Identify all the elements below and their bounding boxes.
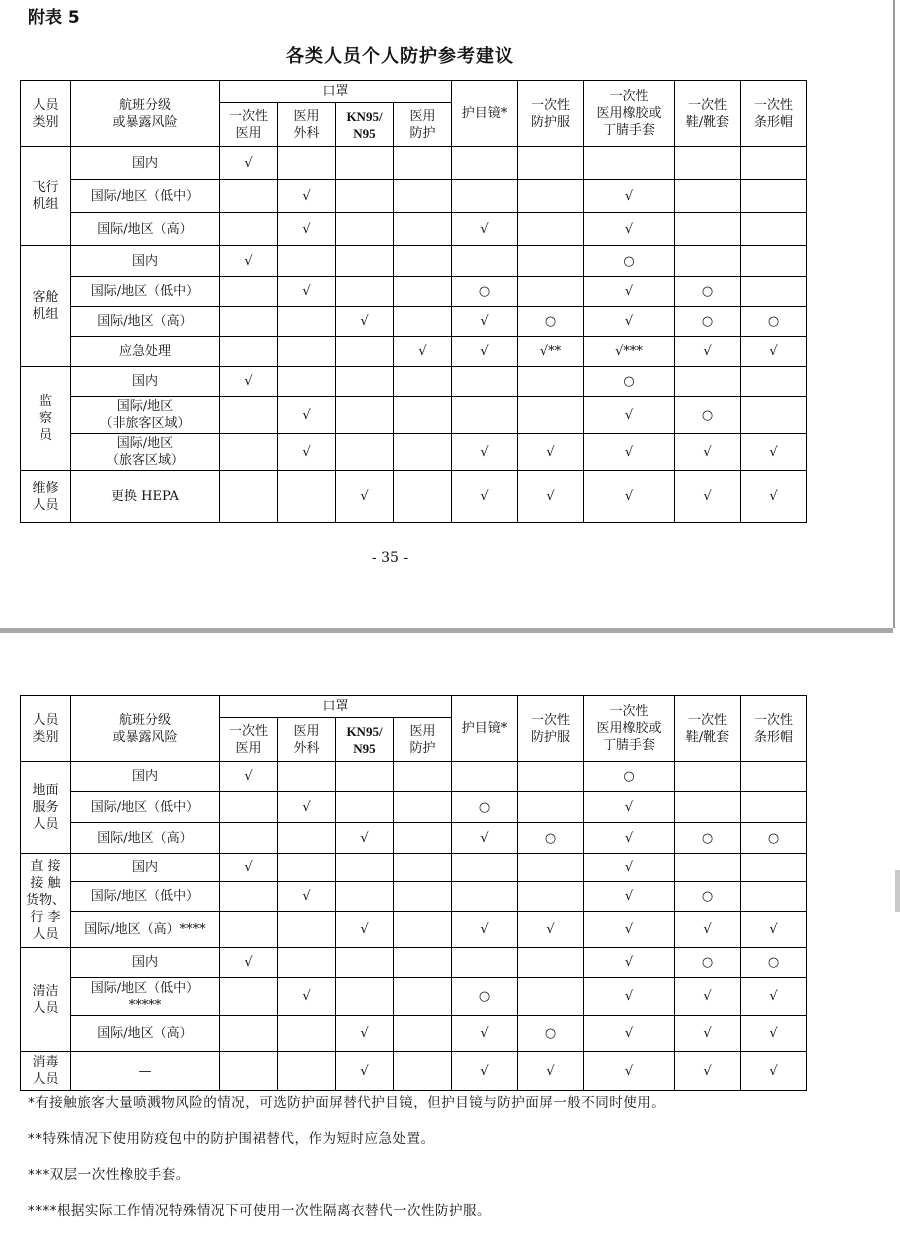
risk-level-cell: —	[71, 1052, 220, 1091]
mark-cell: √	[584, 948, 675, 978]
footnote: ****根据实际工作情况特殊情况下可使用一次性隔离衣替代一次性防护服。	[28, 1203, 491, 1219]
header-suit: 一次性 防护服	[518, 81, 584, 147]
mark-cell	[394, 367, 452, 397]
mark-cell: √	[675, 434, 741, 471]
mark-cell: √	[394, 337, 452, 367]
header-cap: 一次性 条形帽	[741, 696, 807, 762]
mark-cell	[394, 1052, 452, 1091]
mark-cell: √	[584, 397, 675, 434]
page-number: - 35 -	[371, 550, 409, 566]
mark-cell: √	[452, 434, 518, 471]
mark-cell: √	[741, 1016, 807, 1052]
category-cell: 飞行 机组	[21, 147, 71, 246]
risk-level-cell: 国内	[71, 147, 220, 180]
mark-cell	[518, 147, 584, 180]
mark-cell: √	[675, 1052, 741, 1091]
header-shoe-covers: 一次性 鞋/靴套	[675, 696, 741, 762]
mark-cell	[394, 854, 452, 882]
mark-cell: ○	[518, 823, 584, 854]
table-row	[21, 367, 807, 397]
header-mask: 口罩	[220, 696, 452, 718]
mark-cell: √	[452, 823, 518, 854]
mark-cell	[675, 180, 741, 213]
mark-cell: ○	[741, 948, 807, 978]
table-row	[21, 277, 807, 307]
table-row	[21, 792, 807, 823]
mark-cell	[452, 882, 518, 912]
mark-cell	[518, 397, 584, 434]
mark-cell: √	[741, 1052, 807, 1091]
mark-cell: ○	[675, 823, 741, 854]
mark-cell	[394, 180, 452, 213]
mark-cell	[394, 948, 452, 978]
mark-cell	[336, 246, 394, 277]
mark-cell: √	[584, 180, 675, 213]
mark-cell	[452, 147, 518, 180]
mark-cell	[394, 792, 452, 823]
mark-cell: √	[584, 1016, 675, 1052]
risk-level-cell: 更换 HEPA	[71, 471, 220, 523]
mark-cell	[518, 882, 584, 912]
mark-cell	[336, 397, 394, 434]
header-mask-disposable: 一次性 医用	[220, 103, 278, 147]
table-row	[21, 180, 807, 213]
mark-cell: ○	[518, 307, 584, 337]
mark-cell: ○	[584, 246, 675, 277]
mark-cell: √	[336, 1052, 394, 1091]
mark-cell	[394, 277, 452, 307]
mark-cell: √	[741, 978, 807, 1016]
mark-cell: ○	[675, 948, 741, 978]
mark-cell	[675, 147, 741, 180]
mark-cell	[741, 882, 807, 912]
mark-cell	[518, 792, 584, 823]
table-row	[21, 762, 807, 792]
mark-cell	[220, 1016, 278, 1052]
mark-cell: √	[278, 792, 336, 823]
mark-cell: ○	[675, 277, 741, 307]
mark-cell	[220, 307, 278, 337]
header-gloves: 一次性 医用橡胶或 丁腈手套	[584, 696, 675, 762]
header-mask-protective: 医用 防护	[394, 103, 452, 147]
mark-cell: √	[452, 213, 518, 246]
mark-cell	[336, 762, 394, 792]
table-row	[21, 823, 807, 854]
mark-cell	[394, 246, 452, 277]
mark-cell	[394, 1016, 452, 1052]
mark-cell	[220, 978, 278, 1016]
mark-cell: √	[336, 1016, 394, 1052]
mark-cell	[278, 948, 336, 978]
mark-cell	[336, 948, 394, 978]
mark-cell	[220, 397, 278, 434]
table-row	[21, 1016, 807, 1052]
mark-cell: √	[741, 471, 807, 523]
mark-cell	[220, 434, 278, 471]
mark-cell: √	[584, 882, 675, 912]
mark-cell	[452, 762, 518, 792]
mark-cell: √	[452, 471, 518, 523]
mark-cell	[394, 213, 452, 246]
mark-cell: ○	[675, 397, 741, 434]
mark-cell	[220, 823, 278, 854]
mark-cell	[518, 180, 584, 213]
mark-cell	[336, 978, 394, 1016]
mark-cell	[220, 277, 278, 307]
mark-cell: √	[278, 434, 336, 471]
header-cap: 一次性 条形帽	[741, 81, 807, 147]
appendix-label: 附表 5	[28, 8, 80, 28]
risk-level-cell: 国际/地区（低中）	[71, 882, 220, 912]
mark-cell: √	[584, 213, 675, 246]
mark-cell: √	[518, 1052, 584, 1091]
mark-cell	[741, 762, 807, 792]
mark-cell	[278, 1016, 336, 1052]
mark-cell	[518, 978, 584, 1016]
mark-cell	[518, 277, 584, 307]
mark-cell: √	[584, 912, 675, 948]
mark-cell	[741, 792, 807, 823]
mark-cell: √	[452, 912, 518, 948]
header-shoe-covers: 一次性 鞋/靴套	[675, 81, 741, 147]
footnote: ***双层一次性橡胶手套。	[28, 1167, 190, 1183]
mark-cell: √	[336, 471, 394, 523]
mark-cell	[518, 854, 584, 882]
mark-cell: √	[584, 854, 675, 882]
mark-cell: √	[584, 792, 675, 823]
mark-cell	[518, 246, 584, 277]
table-row	[21, 854, 807, 882]
table-row	[21, 912, 807, 948]
mark-cell: √	[584, 1052, 675, 1091]
mark-cell	[394, 762, 452, 792]
mark-cell: √	[518, 434, 584, 471]
table-row	[21, 147, 807, 180]
mark-cell	[278, 912, 336, 948]
mark-cell	[741, 854, 807, 882]
risk-level-cell: 国际/地区 （旅客区域）	[71, 434, 220, 471]
mark-cell	[220, 882, 278, 912]
mark-cell	[278, 307, 336, 337]
mark-cell	[394, 882, 452, 912]
header-goggles: 护目镜*	[452, 696, 518, 762]
mark-cell	[220, 471, 278, 523]
mark-cell: √	[278, 978, 336, 1016]
mark-cell: √	[675, 337, 741, 367]
header-mask-kn95: KN95/ N95	[336, 103, 394, 147]
mark-cell: √	[278, 213, 336, 246]
mark-cell	[741, 246, 807, 277]
mark-cell: √	[220, 246, 278, 277]
mark-cell: ○	[452, 277, 518, 307]
mark-cell: √	[741, 337, 807, 367]
mark-cell: ○	[452, 792, 518, 823]
mark-cell	[394, 397, 452, 434]
mark-cell: √	[518, 912, 584, 948]
mark-cell: √	[675, 912, 741, 948]
table-row	[21, 471, 807, 523]
mark-cell: √	[584, 978, 675, 1016]
risk-level-cell: 国内	[71, 948, 220, 978]
mark-cell: √***	[584, 337, 675, 367]
mark-cell	[278, 147, 336, 180]
table-row	[21, 978, 807, 1016]
mark-cell	[675, 213, 741, 246]
mark-cell	[336, 147, 394, 180]
risk-level-cell: 国际/地区（高）	[71, 823, 220, 854]
scrollbar-thumb[interactable]	[895, 870, 900, 912]
mark-cell: √	[741, 434, 807, 471]
mark-cell: √	[741, 912, 807, 948]
mark-cell	[394, 471, 452, 523]
mark-cell: ○	[741, 823, 807, 854]
table-row	[21, 434, 807, 471]
header-suit: 一次性 防护服	[518, 696, 584, 762]
mark-cell	[278, 246, 336, 277]
risk-level-cell: 国际/地区（低中） *****	[71, 978, 220, 1016]
mark-cell: √	[675, 1016, 741, 1052]
mark-cell	[675, 792, 741, 823]
risk-level-cell: 国际/地区（低中）	[71, 792, 220, 823]
mark-cell	[394, 307, 452, 337]
mark-cell	[584, 147, 675, 180]
risk-level-cell: 国际/地区（低中）	[71, 277, 220, 307]
header-risk: 航班分级 或暴露风险	[71, 696, 220, 762]
mark-cell: √	[278, 277, 336, 307]
footnotes	[28, 1094, 878, 1238]
mark-cell	[278, 762, 336, 792]
mark-cell	[394, 147, 452, 180]
risk-level-cell: 国际/地区（高）	[71, 307, 220, 337]
page-edge	[893, 0, 895, 628]
mark-cell	[741, 180, 807, 213]
mark-cell	[518, 213, 584, 246]
mark-cell	[741, 367, 807, 397]
footnote: *有接触旅客大量喷溅物风险的情况，可选防护面屏替代护目镜，但护目镜与防护面屏一般不同时使用。	[28, 1095, 666, 1111]
category-cell: 地面 服务 人员	[21, 762, 71, 854]
mark-cell	[336, 337, 394, 367]
risk-level-cell: 应急处理	[71, 337, 220, 367]
mark-cell	[741, 397, 807, 434]
mark-cell: ○	[675, 882, 741, 912]
table-row	[21, 948, 807, 978]
mark-cell: √	[220, 762, 278, 792]
header-mask-kn95: KN95/ N95	[336, 718, 394, 762]
mark-cell: √	[220, 367, 278, 397]
mark-cell: √	[278, 882, 336, 912]
risk-level-cell: 国内	[71, 854, 220, 882]
mark-cell	[452, 246, 518, 277]
mark-cell	[394, 434, 452, 471]
mark-cell	[518, 948, 584, 978]
header-mask-surgical: 医用 外科	[278, 103, 336, 147]
mark-cell: √	[518, 471, 584, 523]
mark-cell: ○	[518, 1016, 584, 1052]
mark-cell	[452, 180, 518, 213]
mark-cell: ○	[584, 762, 675, 792]
mark-cell	[452, 948, 518, 978]
header-category: 人员 类别	[21, 696, 71, 762]
risk-level-cell: 国内	[71, 246, 220, 277]
mark-cell	[675, 762, 741, 792]
mark-cell	[336, 792, 394, 823]
mark-cell: √	[220, 948, 278, 978]
mark-cell: √	[278, 180, 336, 213]
header-mask: 口罩	[220, 81, 452, 103]
mark-cell: √	[584, 307, 675, 337]
table-row	[21, 397, 807, 434]
document-title: 各类人员个人防护参考建议	[286, 46, 514, 67]
risk-level-cell: 国际/地区（高）	[71, 213, 220, 246]
mark-cell	[741, 213, 807, 246]
header-category: 人员 类别	[21, 81, 71, 147]
mark-cell: ○	[741, 307, 807, 337]
mark-cell	[278, 1052, 336, 1091]
mark-cell: √	[220, 854, 278, 882]
category-cell: 维修 人员	[21, 471, 71, 523]
mark-cell	[394, 912, 452, 948]
header-mask-disposable: 一次性 医用	[220, 718, 278, 762]
protection-table-page1	[20, 80, 807, 523]
header-mask-surgical: 医用 外科	[278, 718, 336, 762]
mark-cell: √	[675, 978, 741, 1016]
mark-cell	[220, 180, 278, 213]
mark-cell: ○	[584, 367, 675, 397]
mark-cell: √	[452, 307, 518, 337]
table-row	[21, 1052, 807, 1091]
mark-cell	[394, 978, 452, 1016]
mark-cell	[220, 912, 278, 948]
mark-cell	[336, 434, 394, 471]
mark-cell: ○	[452, 978, 518, 1016]
mark-cell	[278, 471, 336, 523]
mark-cell	[741, 277, 807, 307]
mark-cell	[336, 882, 394, 912]
risk-level-cell: 国际/地区 （非旅客区域）	[71, 397, 220, 434]
mark-cell	[336, 367, 394, 397]
mark-cell	[675, 367, 741, 397]
mark-cell	[220, 337, 278, 367]
mark-cell: √	[220, 147, 278, 180]
mark-cell	[452, 397, 518, 434]
mark-cell: √	[278, 397, 336, 434]
mark-cell: ○	[675, 307, 741, 337]
mark-cell: √	[675, 471, 741, 523]
header-risk: 航班分级 或暴露风险	[71, 81, 220, 147]
mark-cell: √	[584, 823, 675, 854]
header-goggles: 护目镜*	[452, 81, 518, 147]
mark-cell: √	[584, 277, 675, 307]
mark-cell: √	[336, 823, 394, 854]
page-separator	[0, 628, 893, 633]
risk-level-cell: 国际/地区（低中）	[71, 180, 220, 213]
risk-level-cell: 国内	[71, 367, 220, 397]
table-row	[21, 307, 807, 337]
header-mask-protective: 医用 防护	[394, 718, 452, 762]
mark-cell: √	[584, 434, 675, 471]
mark-cell	[741, 147, 807, 180]
mark-cell	[336, 277, 394, 307]
table-row	[21, 882, 807, 912]
mark-cell	[278, 337, 336, 367]
category-cell: 客舱 机组	[21, 246, 71, 367]
mark-cell	[278, 367, 336, 397]
mark-cell: √	[336, 912, 394, 948]
mark-cell: √**	[518, 337, 584, 367]
mark-cell	[518, 762, 584, 792]
mark-cell: √	[336, 307, 394, 337]
mark-cell	[278, 823, 336, 854]
mark-cell: √	[452, 1052, 518, 1091]
footnote: **特殊情况下使用防疫包中的防护围裙替代，作为短时应急处置。	[28, 1131, 435, 1147]
risk-level-cell: 国际/地区（高）****	[71, 912, 220, 948]
mark-cell: √	[584, 471, 675, 523]
table-row	[21, 213, 807, 246]
mark-cell	[278, 854, 336, 882]
header-gloves: 一次性 医用橡胶或 丁腈手套	[584, 81, 675, 147]
table-row	[21, 246, 807, 277]
risk-level-cell: 国内	[71, 762, 220, 792]
category-cell: 消毒 人员	[21, 1052, 71, 1091]
mark-cell	[518, 367, 584, 397]
table-row	[21, 337, 807, 367]
mark-cell	[452, 854, 518, 882]
category-cell: 监 察 员	[21, 367, 71, 471]
mark-cell	[220, 213, 278, 246]
category-cell: 清洁 人员	[21, 948, 71, 1052]
mark-cell	[336, 180, 394, 213]
protection-table-page2	[20, 695, 807, 1091]
mark-cell	[675, 246, 741, 277]
risk-level-cell: 国际/地区（高）	[71, 1016, 220, 1052]
mark-cell	[394, 823, 452, 854]
mark-cell	[220, 792, 278, 823]
mark-cell	[452, 367, 518, 397]
mark-cell	[220, 1052, 278, 1091]
mark-cell: √	[452, 1016, 518, 1052]
mark-cell	[336, 854, 394, 882]
mark-cell	[675, 854, 741, 882]
mark-cell: √	[452, 337, 518, 367]
mark-cell	[336, 213, 394, 246]
category-cell: 直 接 接 触 货物、 行 李 人员	[21, 854, 71, 948]
